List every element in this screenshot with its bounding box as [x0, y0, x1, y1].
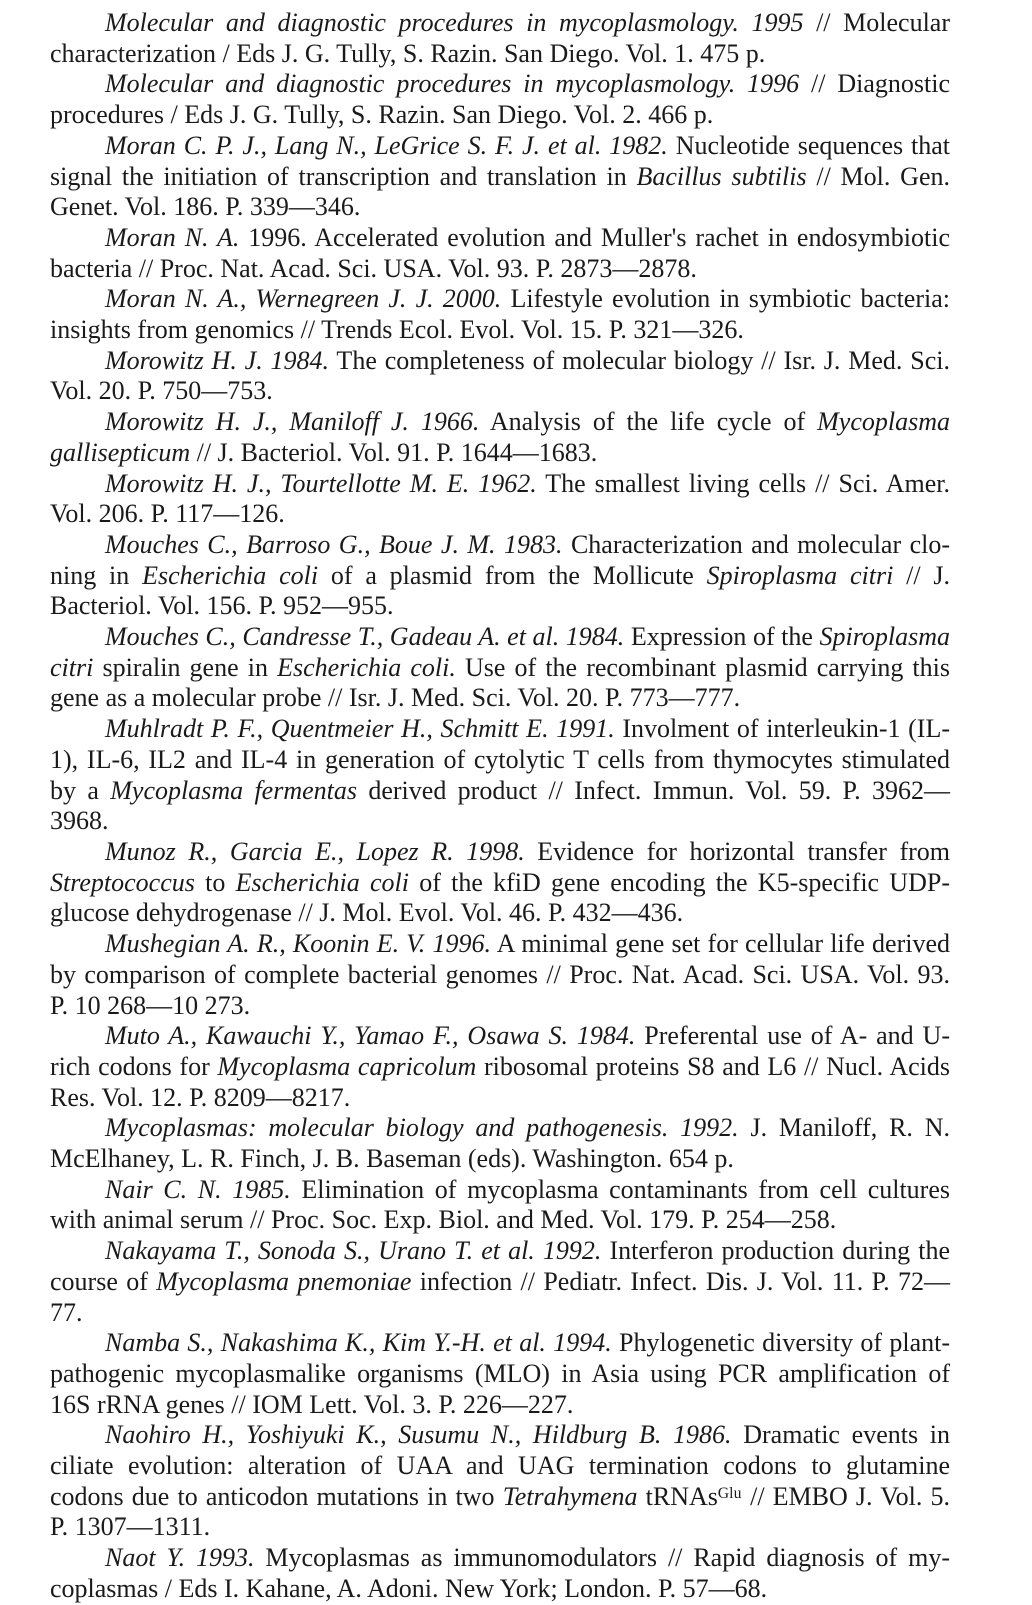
- ref-species: Streptococcus: [50, 867, 195, 897]
- reference-entry: [50, 1420, 950, 1543]
- ref-citation: 1996. Accelerated evolution and Muller's rachet in endosymbiotic bacteria // Proc. Nat. Acad. Sci. USA. Vol. 93. P. 2873—2878.: [50, 222, 950, 283]
- ref-authors: Munoz R., Garcia E., Lopez R. 1998.: [105, 836, 525, 866]
- ref-citation: Characterization and molecular cloning in: [50, 529, 951, 590]
- ref-authors: Moran C. P. J., Lang N., LeGrice S. F. J. et al. 1982.: [105, 130, 668, 160]
- ref-authors: Moran N. A., Wernegreen J. J. 2000.: [105, 284, 502, 314]
- ref-citation: Interferon production during the course of: [50, 1236, 950, 1296]
- ref-species: Tetrahymena: [502, 1481, 638, 1511]
- ref-authors: Mushegian A. R., Koonin E. V. 1996.: [105, 929, 492, 959]
- ref-authors: Mouches C., Barroso G., Boue J. M. 1983.: [105, 529, 563, 559]
- reference-entry: [50, 284, 950, 345]
- ref-species: Bacillus subtilis: [636, 161, 807, 191]
- ref-authors: Naohiro H., Yoshiyuki K., Susumu N., Hildburg B. 1986.: [105, 1420, 732, 1450]
- ref-authors: Muhlradt P. F., Quentmeier H., Schmitt E. 1991.: [105, 714, 615, 744]
- reference-entry: [50, 407, 950, 468]
- ref-authors: Nakayama T., Sonoda S., Urano T. et al. 1992.: [105, 1236, 602, 1266]
- reference-entry: [50, 1236, 950, 1328]
- ref-species: Spiroplasma citri: [50, 622, 950, 682]
- ref-citation: // Mol. Gen. Genet. Vol. 186. P. 339—346.: [50, 161, 950, 222]
- reference-entry: [50, 1113, 950, 1174]
- reference-entry: [50, 469, 950, 530]
- ref-citation: A minimal gene set for cellular life derived by comparison of complete bacterial genomes // Proc. Nat. Acad. Sci. USA. Vol. 93. P. 10 268—10 273.: [50, 929, 951, 1020]
- reference-entry: [50, 8, 950, 69]
- ref-citation: J. Maniloff, R. N. McElhaney, L. R. Finch, J. B. Baseman (eds). Washington. 654 p.: [50, 1113, 950, 1174]
- reference-entry: [50, 1021, 950, 1113]
- ref-species: Escherichia coli: [235, 867, 409, 897]
- ref-title: Mycoplasmas: molecular biology and pathogenesis. 1992.: [105, 1113, 739, 1143]
- reference-entry: [50, 223, 950, 284]
- ref-authors: Nair C. N. 1985.: [105, 1174, 291, 1204]
- reference-entry: [50, 622, 950, 714]
- ref-citation: Preferental use of A- and U-rich codons for: [50, 1021, 950, 1081]
- ref-authors: Namba S., Nakashima K., Kim Y.-H. et al. 1994.: [105, 1328, 612, 1358]
- ref-citation: Expression of the: [624, 622, 820, 652]
- ref-citation: infection // Pediatr. Infect. Dis. J. Vol. 11. P. 72—77.: [50, 1266, 951, 1327]
- ref-authors: Morowitz H. J., Maniloff J. 1966.: [105, 407, 480, 437]
- ref-species: Mycoplasma capricolum: [217, 1051, 477, 1081]
- ref-citation: Analysis of the life cycle of: [479, 407, 818, 437]
- ref-citation: of the kfiD gene encoding the K5-specific UDP-glucose dehydrogenase // J. Mol. Evol. Vol. 46. P. 432—436.: [50, 867, 950, 928]
- ref-authors-title: Molecular and diagnostic procedures in mycoplasmology. 1996: [105, 69, 800, 99]
- ref-citation: // Diagnostic procedures / Eds J. G. Tully, S. Razin. San Diego. Vol. 2. 466 p.: [50, 69, 950, 130]
- reference-entry: [50, 131, 950, 223]
- ref-citation: Nucleotide sequences that signal the initiation of transcription and translation in: [50, 130, 951, 191]
- ref-citation: Phylogenetic diversity of plant-pathogenic mycoplasmalike organisms (MLO) in Asia using PCR amplification of 16S rRNA genes // IOM Lett. Vol. 3. P. 226—227.: [50, 1328, 950, 1419]
- reference-entry: [50, 530, 950, 622]
- ref-citation: Dramatic events in ciliate evolution: alteration of UAA and UAG termination codons to glutamine codons due to anticodon mutations in two: [50, 1420, 950, 1511]
- reference-entry: [50, 929, 950, 1021]
- ref-citation: Mycoplasmas as immunomodulators // Rapid diagnosis of mycoplasmas / Eds I. Kahane, A. Adoni. New York; London. P. 57—68.: [50, 1543, 950, 1603]
- ref-authors: Muto A., Kawauchi Y., Yamao F., Osawa S. 1984.: [105, 1021, 636, 1051]
- reference-list: [50, 8, 950, 1605]
- ref-species: Escherichia coli: [142, 560, 319, 590]
- ref-citation: Use of the recombinant plasmid carrying this gene as a molecular probe // Isr. J. Med. Sci. Vol. 20. P. 773—777.: [50, 652, 950, 713]
- ref-species: Spiroplasma citri: [706, 560, 894, 590]
- ref-citation: Elimination of mycoplasma contaminants from cell cultures with animal serum // Proc. Soc. Exp. Biol. and Med. Vol. 179. P. 254—258.: [50, 1174, 950, 1235]
- ref-authors: Morowitz H. J., Tourtellotte M. E. 1962.: [105, 468, 537, 498]
- ref-citation: derived product // Infect. Immun. Vol. 59. P. 3962—3968.: [50, 775, 950, 836]
- reference-entry: [50, 346, 950, 407]
- ref-citation: ribosomal proteins S8 and L6 // Nucl. Acids Res. Vol. 12. P. 8209—8217.: [50, 1051, 950, 1112]
- ref-citation: spiralin gene in: [93, 652, 278, 682]
- ref-authors: Naot Y. 1993.: [105, 1543, 255, 1573]
- reference-entry: [50, 1543, 950, 1604]
- reference-entry: [50, 1175, 950, 1236]
- ref-authors-title: Molecular and diagnostic procedures in mycoplasmology. 1995: [105, 8, 804, 37]
- ref-citation: Lifestyle evolution in symbiotic bacteria: insights from genomics // Trends Ecol. Evol. Vol. 15. P. 321—326.: [50, 284, 950, 345]
- ref-authors: Moran N. A.: [105, 222, 240, 252]
- ref-citation: The smallest living cells // Sci. Amer. Vol. 206. P. 117—126.: [50, 468, 951, 529]
- ref-species: Escherichia coli.: [277, 652, 456, 682]
- ref-authors: Mouches C., Candresse T., Gadeau A. et al. 1984.: [105, 622, 625, 652]
- ref-citation: tRNAsᴳˡᵘ // EMBO J. Vol. 5. P. 1307—1311.: [50, 1481, 950, 1542]
- reference-entry: [50, 69, 950, 130]
- ref-citation: Involment of interleukin-1 (IL-1), IL-6, IL2 and IL-4 in generation of cytolytic T cells from thymocytes stimulated by a: [50, 714, 950, 805]
- ref-citation: // J. Bacteriol. Vol. 156. P. 952—955.: [50, 560, 950, 621]
- ref-species: Mycoplasma fermentas: [110, 775, 357, 805]
- ref-citation: of a plasmid from the Mollicute: [318, 560, 707, 590]
- reference-entry: [50, 714, 950, 837]
- ref-citation: // J. Bacteriol. Vol. 91. P. 1644—1683.: [190, 437, 598, 467]
- ref-citation: Evidence for horizontal transfer from: [524, 836, 951, 866]
- ref-citation: // Molecular characterization / Eds J. G. Tully, S. Razin. San Diego. Vol. 1. 475 p.: [50, 8, 950, 68]
- reference-entry: [50, 1328, 950, 1420]
- ref-citation: to: [194, 867, 236, 897]
- ref-species: Mycoplasma gallisepticum: [50, 407, 950, 467]
- ref-citation: The completeness of molecular biology // Isr. J. Med. Sci. Vol. 20. P. 750—753.: [50, 345, 950, 406]
- reference-entry: [50, 837, 950, 929]
- ref-authors: Morowitz H. J. 1984.: [105, 345, 330, 375]
- ref-species: Mycoplasma pnemoniae: [156, 1266, 412, 1296]
